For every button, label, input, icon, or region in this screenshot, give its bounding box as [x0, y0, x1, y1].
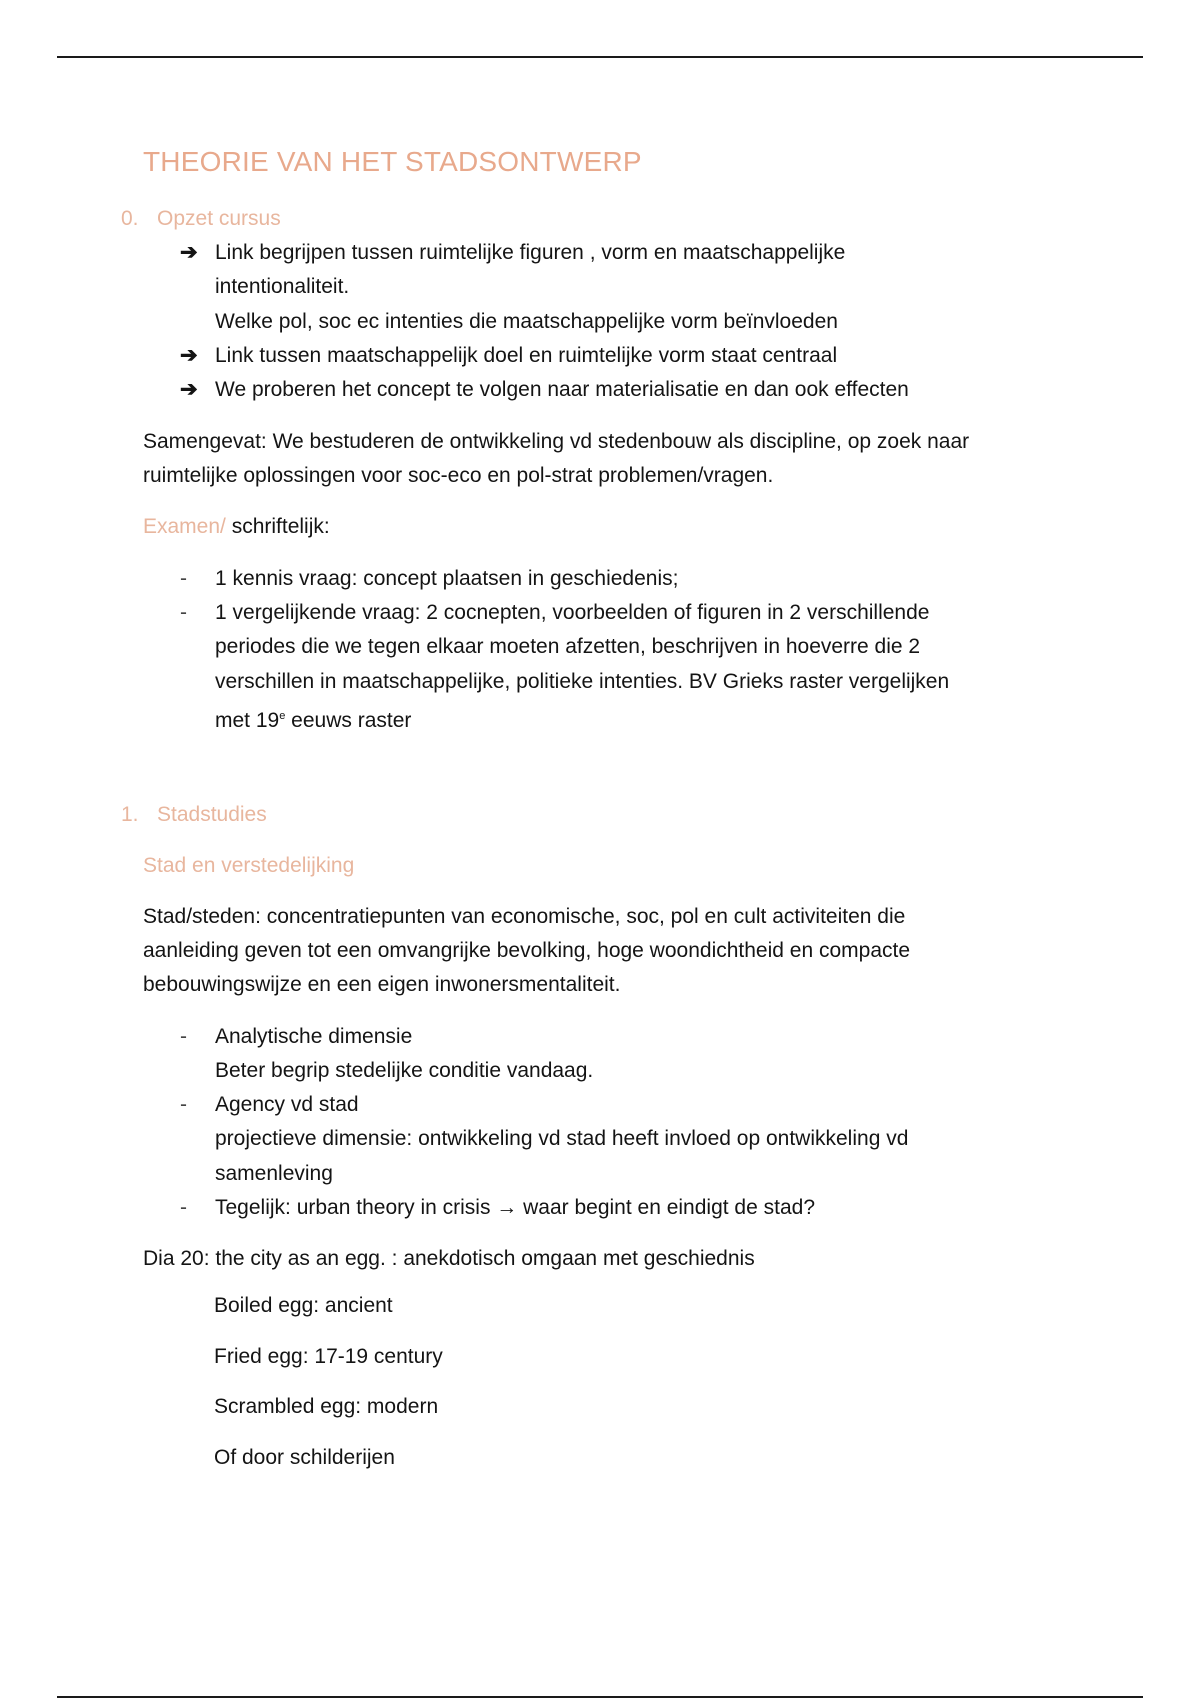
section-1-subheading: Stad en verstedelijking	[143, 854, 355, 877]
egg-line: Boiled egg: ancient	[214, 1294, 393, 1317]
section-0-heading	[121, 202, 281, 236]
arrow-item-text: Link tussen maatschappelijk doel en ruimtelijke vorm staat centraal	[215, 344, 838, 367]
exam-last-post: eeuws raster	[285, 709, 412, 732]
exam-item: verschillen in maatschappelijke, politieke intenties. BV Grieks raster vergelijken	[215, 670, 950, 693]
exam-label: Examen/	[143, 515, 226, 538]
document-title: THEORIE VAN HET STADSONTWERP	[143, 146, 642, 177]
bottom-rule	[57, 1696, 1143, 1698]
section-1-heading	[121, 798, 267, 832]
bullet-dash: -	[180, 601, 187, 624]
exam-item: periodes die we tegen elkaar moeten afzetten, beschrijven in hoeverre die 2	[215, 635, 921, 658]
bullet-dash: -	[180, 1093, 187, 1116]
definition-line: bebouwingswijze en een eigen inwonersmentaliteit.	[143, 973, 621, 996]
bullet-line: Tegelijk: urban theory in crisis → waar begint en eindigt de stad?	[215, 1196, 815, 1219]
bullet-line: Agency vd stad	[215, 1093, 359, 1116]
bullet-line: samenleving	[215, 1162, 333, 1185]
egg-line: Fried egg: 17-19 century	[214, 1345, 443, 1368]
bullet-line: Beter begrip stedelijke conditie vandaag.	[215, 1059, 594, 1082]
egg-line: Scrambled egg: modern	[214, 1395, 439, 1418]
exam-line	[143, 510, 330, 544]
exam-last-pre: met 19	[215, 709, 280, 732]
exam-item: 1 kennis vraag: concept plaatsen in geschiedenis;	[215, 567, 679, 590]
definition-line: aanleiding geven tot een omvangrijke bevolking, hoge woondichtheid en compacte	[143, 939, 911, 962]
bullet-dash: -	[180, 1196, 187, 1219]
section-1-title: Stadstudies	[157, 803, 267, 826]
exam-item: 1 vergelijkende vraag: 2 cocnepten, voorbeelden of figuren in 2 verschillende	[215, 601, 930, 624]
arrow-right-icon: ➔	[180, 344, 198, 367]
arrow-right-icon: ➔	[180, 241, 198, 264]
summary-line: Samengevat: We bestuderen de ontwikkeling vd stedenbouw als discipline, op zoek naar	[143, 430, 970, 453]
arrow-item-text: intentionaliteit.	[215, 275, 350, 298]
bullet-dash: -	[180, 1025, 187, 1048]
exam-text: schriftelijk:	[225, 515, 330, 538]
definition-line: Stad/steden: concentratiepunten van economische, soc, pol en cult activiteiten die	[143, 905, 906, 928]
exam-item-last	[215, 699, 411, 738]
bullet-dash: -	[180, 567, 187, 590]
egg-line: Of door schilderijen	[214, 1446, 395, 1469]
superscript-e: e	[279, 710, 286, 722]
section-0-title: Opzet cursus	[157, 207, 281, 230]
arrow-right-icon: ➔	[180, 378, 198, 401]
dia-line: Dia 20: the city as an egg. : anekdotisch omgaan met geschiednis	[143, 1247, 755, 1270]
arrow-item-text: We proberen het concept te volgen naar materialisatie en dan ook effecten	[215, 378, 909, 401]
arrow-item-text: Link begrijpen tussen ruimtelijke figuren , vorm en maatschappelijke	[215, 241, 846, 264]
summary-line: ruimtelijke oplossingen voor soc-eco en pol-strat problemen/vragen.	[143, 464, 774, 487]
bullet-line: Analytische dimensie	[215, 1025, 413, 1048]
section-0-number: 0.	[121, 207, 139, 230]
top-rule	[57, 56, 1143, 58]
arrow-item-text: Welke pol, soc ec intenties die maatschappelijke vorm beïnvloeden	[215, 310, 838, 333]
section-1-number: 1.	[121, 803, 139, 826]
bullet-line: projectieve dimensie: ontwikkeling vd stad heeft invloed op ontwikkeling vd	[215, 1127, 909, 1150]
